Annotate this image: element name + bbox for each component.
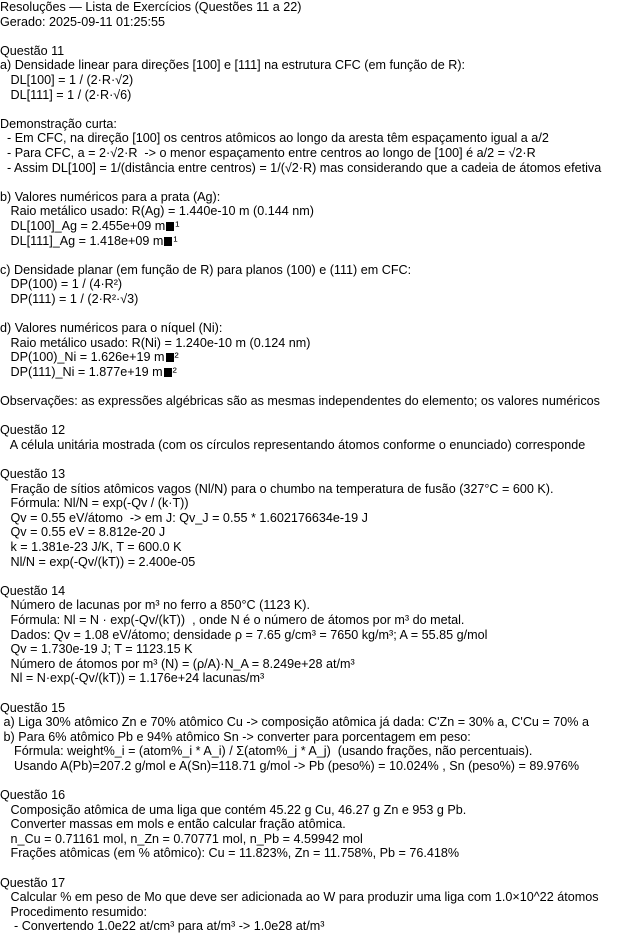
text-line: c) Densidade planar (em função de R) para planos (100) e (111) em CFC:	[0, 262, 412, 277]
text-line: Procedimento resumido:	[0, 904, 147, 919]
text-line: Número de átomos por m³ (N) = (ρ/A)·N_A = 8.249e+28 at/m³	[0, 656, 355, 671]
missing-glyph-box	[166, 353, 174, 362]
blank-line	[0, 773, 643, 788]
text-line: Questão 11	[0, 43, 65, 58]
text-line: Frações atômicas (em % atômico): Cu = 11.823%, Zn = 11.758%, Pb = 76.418%	[0, 846, 460, 861]
text-line: Dados: Qv = 1.08 eV/átomo; densidade ρ = 7.65 g/cm³ = 7650 kg/m³; A = 55.85 g/mol	[0, 627, 488, 642]
text-line: Qv = 0.55 eV/átomo -> em J: Qv_J = 0.55 * 1.602176634e-19 J	[0, 510, 368, 525]
text-line: Raio metálico usado: R(Ni) = 1.240e-10 m (0.124 nm)	[0, 335, 311, 350]
blank-line	[0, 686, 643, 701]
text-line: Nl = N·exp(-Qv/(kT)) = 1.176e+24 lacunas/m³	[0, 671, 265, 686]
blank-line	[0, 452, 643, 467]
text-line: Calcular % em peso de Mo que deve ser adicionada ao W para produzir uma liga com 1.0×10^22 átomos	[0, 890, 599, 905]
missing-glyph-box	[164, 237, 172, 246]
text-line: DP(100) = 1 / (4·R²)	[0, 277, 123, 292]
text-line: DP(111)_Ni = 1.877e+19 m ²	[0, 364, 177, 379]
text-line: a) Liga 30% atômico Zn e 70% atômico Cu -> composição atômica já dada: C'Zn = 30% a, C'Cu = 70% a	[0, 715, 589, 730]
blank-line	[0, 102, 643, 117]
text-line: - Assim DL[100] = 1/(distância entre centros) = 1/(√2·R) mas considerando que a cadeia de átomos efetiva	[0, 160, 602, 175]
text-line: DL[111]_Ag = 1.418e+09 m ¹	[0, 233, 178, 248]
text-line: Converter massas em mols e então calcular fração atômica.	[0, 817, 346, 832]
blank-line	[0, 29, 643, 44]
text-line: - Convertendo 1.0e22 at/cm³ para at/m³ -> 1.0e28 at/m³	[0, 919, 325, 934]
text-line: Questão 12	[0, 423, 66, 438]
text-line: a) Densidade linear para direções [100] e [111] na estrutura CFC (em função de R):	[0, 58, 466, 73]
text-line: Qv = 1.730e-19 J; T = 1123.15 K	[0, 642, 193, 657]
text-line: DL[111] = 1 / (2·R·√6)	[0, 87, 132, 102]
text-line: Questão 14	[0, 583, 66, 598]
text-line: A célula unitária mostrada (com os círculos representando átomos conforme o enunciado) corresponde	[0, 437, 586, 452]
text-line: Demonstração curta:	[0, 116, 117, 131]
text-line: Raio metálico usado: R(Ag) = 1.440e-10 m (0.144 nm)	[0, 204, 314, 219]
text-line: Questão 17	[0, 875, 66, 890]
text-line: Composição atômica de uma liga que contém 45.22 g Cu, 46.27 g Zn e 953 g Pb.	[0, 802, 467, 817]
blank-line	[0, 409, 643, 424]
text-line: - Em CFC, na direção [100] os centros atômicos ao longo da aresta têm espaçamento igual a a/2	[0, 131, 549, 146]
blank-line	[0, 306, 643, 321]
text-line: b) Para 6% atômico Pb e 94% atômico Sn -> converter para porcentagem em peso:	[0, 729, 471, 744]
text-line: Fórmula: Nl/N = exp(-Qv / (k·T))	[0, 496, 189, 511]
text-line: DL[100]_Ag = 2.455e+09 m ¹	[0, 218, 180, 233]
blank-line	[0, 569, 643, 584]
text-line: Resoluções — Lista de Exercícios (Questões 11 a 22)	[0, 0, 302, 14]
blank-line	[0, 175, 643, 190]
text-line: Fração de sítios atômicos vagos (Nl/N) para o chumbo na temperatura de fusão (327°C = 600 K).	[0, 481, 554, 496]
text-line: Qv = 0.55 eV = 8.812e-20 J	[0, 525, 166, 540]
text-line: DP(111) = 1 / (2·R²·√3)	[0, 291, 139, 306]
text-line: DP(100)_Ni = 1.626e+19 m ²	[0, 350, 179, 365]
text-line: Questão 16	[0, 788, 66, 803]
text-line: Nl/N = exp(-Qv/(kT)) = 2.400e-05	[0, 554, 196, 569]
text-line: d) Valores numéricos para o níquel (Ni):	[0, 321, 223, 336]
blank-line	[0, 379, 643, 394]
text-line: - Para CFC, a = 2·√2·R -> o menor espaçamento entre centros ao longo de [100] é a/2 = √2·R	[0, 145, 536, 160]
text-line: Questão 13	[0, 467, 66, 481]
missing-glyph-box	[166, 222, 174, 231]
text-line: Fórmula: Nl = N · exp(-Qv/(kT)) , onde N é o número de átomos por m³ do metal.	[0, 612, 465, 627]
text-line: Número de lacunas por m³ no ferro a 850°C (1123 K).	[0, 598, 310, 613]
text-line: Fórmula: weight%_i = (atom%_i * A_i) / Σ(atom%_j * A_j) (usando frações, não percentuais).	[0, 744, 533, 759]
blank-line	[0, 248, 643, 263]
text-line: Observações: as expressões algébricas são as mesmas independentes do elemento; os valores numéricos	[0, 394, 600, 409]
text-line: k = 1.381e-23 J/K, T = 600.0 K	[0, 539, 182, 554]
text-line: n_Cu = 0.71161 mol, n_Zn = 0.70771 mol, n_Pb = 4.59942 mol	[0, 831, 363, 846]
text-line: Gerado: 2025-09-11 01:25:55	[0, 14, 166, 29]
text-line: b) Valores numéricos para a prata (Ag):	[0, 189, 221, 204]
text-line: DL[100] = 1 / (2·R·√2)	[0, 72, 134, 87]
missing-glyph-box	[164, 368, 172, 377]
blank-line	[0, 861, 643, 876]
text-line: Usando A(Pb)=207.2 g/mol e A(Sn)=118.71 g/mol -> Pb (peso%) = 10.024% , Sn (peso%) = 89.976%	[0, 758, 580, 773]
text-line: Questão 15	[0, 700, 66, 715]
